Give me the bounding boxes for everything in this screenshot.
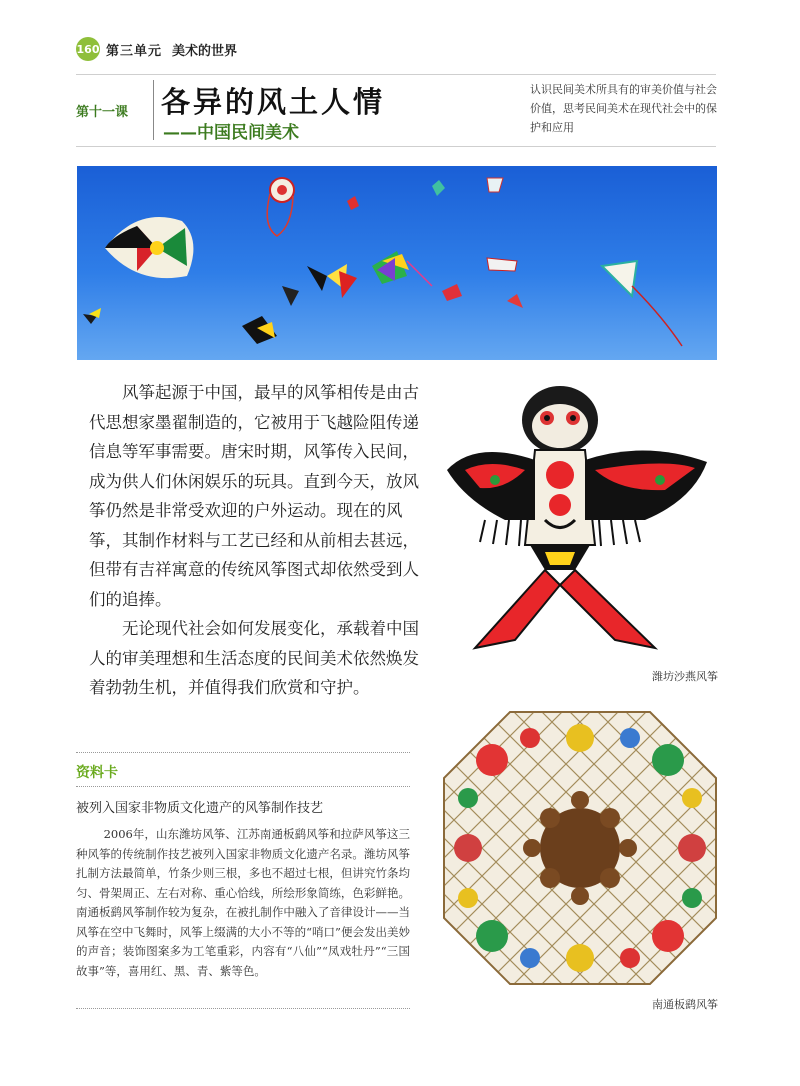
swallow-kite-caption: 潍坊沙燕风筝: [652, 670, 718, 683]
flower-kite-illustration: [267, 178, 294, 236]
paragraph-1: 风筝起源于中国，最早的风筝相传是由古代思想家墨翟制造的，它被用于飞越险阻传递信息等军事需要。唐宋时期，风筝传入民间，成为供人们休闲娱乐的玩具。直到今天，放风筝仍然是非常受欢迎的户外运动。现在的风筝，其制作材料与工艺已经和从前相去甚远，但带有吉祥寓意的传统风筝图式却依然受到人们的追捧。: [89, 383, 419, 609]
diamond-kite-illustration: [602, 261, 682, 346]
paragraph-2: 无论现代社会如何发展变化，承载着中国人的审美理想和生活态度的民间美术依然焕发着勃勃生机，并值得我们欣赏和守护。: [89, 619, 419, 697]
small-kite-icon: [432, 180, 445, 196]
unit-label: 第三单元: [106, 44, 163, 59]
info-card-heading: 资料卡: [76, 765, 118, 781]
lesson-title: 各异的风土人情: [161, 85, 386, 119]
unit-title: 美术的世界: [172, 44, 238, 59]
header-rule-bottom: [76, 146, 716, 147]
board-kite-image: [440, 708, 720, 988]
card-divider-bottom: [76, 1008, 410, 1009]
lesson-objective: 认识民间美术所具有的审美价值与社会价值，思考民间美术在现代社会中的保护和应用: [530, 83, 717, 134]
round-kite-illustration: [105, 217, 193, 278]
swallow-kite-image: [445, 370, 715, 660]
board-kite-caption: 南通板鹞风筝: [652, 998, 718, 1011]
rainbow-kite-illustration: [372, 251, 432, 286]
card-divider-mid: [76, 786, 410, 787]
lesson-number: 第十一课: [76, 105, 129, 120]
main-text: [89, 378, 427, 703]
kites-sky-photo: [77, 166, 717, 360]
info-card-body: [76, 825, 410, 981]
lesson-divider: [153, 80, 154, 140]
butterfly-kite-illustration: [307, 264, 357, 298]
info-card-text: 2006年，山东潍坊风筝、江苏南通板鹞风筝和拉萨风筝这三种风筝的传统制作技艺被列入国家非物质文化遗产名录。潍坊风筝扎制方法最简单，竹条少则三根，多也不超过七根，但讲究竹条均匀、骨架周正、左右对称、重心恰线，所绘形象简练，色彩鲜艳。南通板鹞风筝制作较为复杂，在被扎制作中融入了音律设计——当风筝在空中飞舞时，风筝上缀满的大小不等的“哨口”便会发出美妙的声音；装饰图案多为工笔重彩，内容有“八仙”“凤戏牡丹”“三国故事”等，喜用红、黑、青、紫等色。: [76, 827, 410, 978]
card-divider-top: [76, 752, 410, 753]
page-number-badge: 160: [76, 37, 100, 61]
header-rule-top: [76, 74, 716, 75]
info-card-title: 被列入国家非物质文化遗产的风筝制作技艺: [76, 801, 324, 816]
lesson-subtitle: ——中国民间美术: [163, 123, 299, 143]
